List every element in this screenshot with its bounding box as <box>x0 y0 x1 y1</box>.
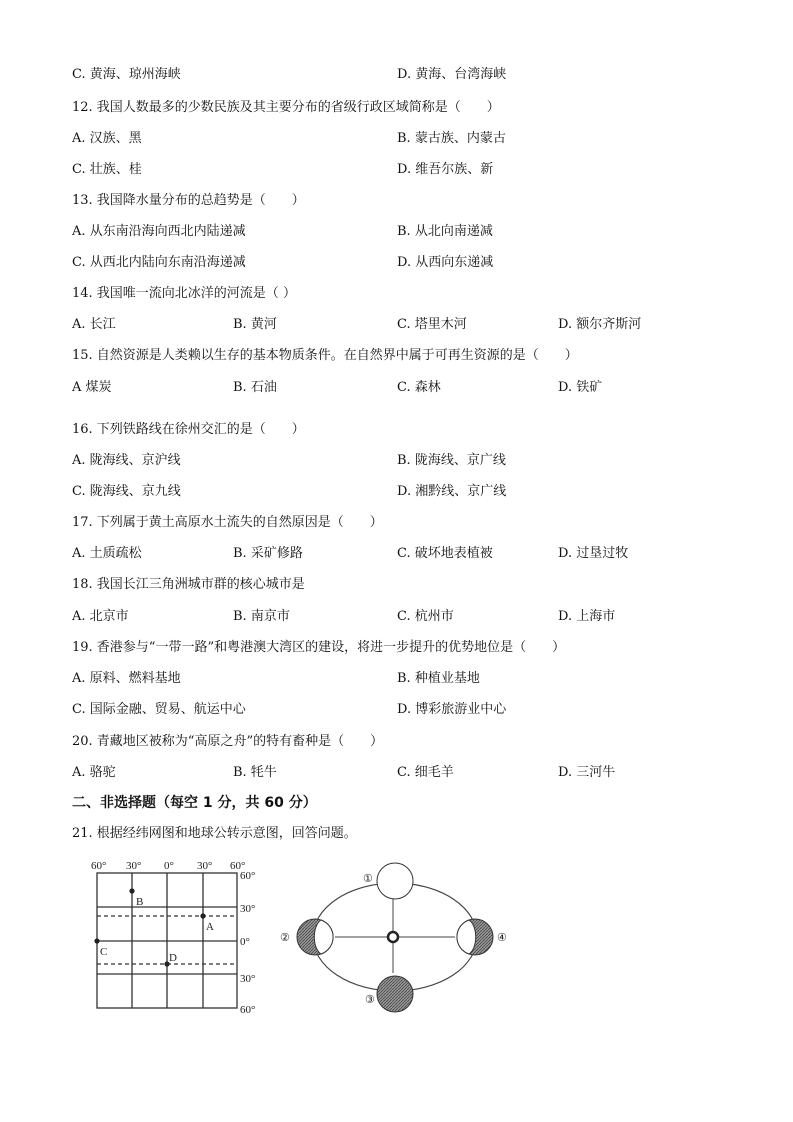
q15-stem: 15. 自然资源是人类赖以生存的基本物质条件。在自然界中属于可再生资源的是（ ） <box>72 348 578 363</box>
q13-option-b: B. 从北向南递减 <box>397 224 493 239</box>
point-b <box>129 888 134 893</box>
q19-option-a: A. 原料、燃料基地 <box>72 671 181 686</box>
q14-option-d: D. 额尔齐斯河 <box>558 317 642 332</box>
q11-option-c: C. 黄海、琼州海峡 <box>72 67 181 82</box>
q17-stem: 17. 下列属于黄土高原水土流失的自然原因是（ ） <box>72 515 383 530</box>
q19-stem: 19. 香港参与“一带一路”和粤港澳大湾区的建设，将进一步提升的优势地位是（ ） <box>72 640 566 655</box>
lon-label: 0° <box>164 860 174 872</box>
lon-label: 30° <box>197 860 213 872</box>
q19-option-b: B. 种植业基地 <box>397 671 480 686</box>
q14-option-c: C. 塔里木河 <box>397 317 467 332</box>
q15-option-a: A 煤炭 <box>72 380 112 395</box>
lon-label: 60° <box>230 860 246 872</box>
q20-stem: 20. 青藏地区被称为“高原之舟”的特有畜种是（ ） <box>72 734 384 749</box>
sun-icon <box>388 932 398 942</box>
q18-option-a: A. 北京市 <box>72 609 129 624</box>
q16-stem: 16. 下列铁路线在徐州交汇的是（ ） <box>72 422 305 437</box>
q18-option-c: C. 杭州市 <box>397 609 454 624</box>
q12-option-b: B. 蒙古族、内蒙古 <box>397 131 506 146</box>
q19-option-c: C. 国际金融、贸易、航运中心 <box>72 702 246 717</box>
q17-option-d: D. 过垦过牧 <box>558 546 629 561</box>
q16-option-a: A. 陇海线、京沪线 <box>72 453 181 468</box>
q15-option-c: C. 森林 <box>397 380 441 395</box>
q18-option-b: B. 南京市 <box>233 609 290 624</box>
q14-stem: 14. 我国唯一流向北冰洋的河流是（ ） <box>72 286 296 301</box>
q13-option-d: D. 从西向东递减 <box>397 255 494 270</box>
q20-option-b: B. 牦牛 <box>233 765 277 780</box>
lon-label: 60° <box>91 860 107 872</box>
q20-option-a: A. 骆驼 <box>72 765 116 780</box>
q13-option-a: A. 从东南沿海向西北内陆递减 <box>72 224 246 239</box>
position-2-label: ② <box>280 932 290 944</box>
q18-option-d: D. 上海市 <box>558 609 616 624</box>
lat-lon-grid-figure <box>80 855 280 1020</box>
q15-option-d: D. 铁矿 <box>558 380 603 395</box>
lat-label: 60° <box>240 1004 256 1016</box>
position-1-label: ① <box>363 873 373 885</box>
point-d-label: D <box>169 952 177 964</box>
lat-label: 30° <box>240 903 256 915</box>
q14-option-b: B. 黄河 <box>233 317 277 332</box>
q17-option-c: C. 破坏地表植被 <box>397 546 493 561</box>
q12-option-a: A. 汉族、黑 <box>72 131 142 146</box>
lat-label: 60° <box>240 870 256 882</box>
earth-position-1 <box>377 863 413 899</box>
point-b-label: B <box>136 896 144 908</box>
q13-stem: 13. 我国降水量分布的总趋势是（ ） <box>72 193 305 208</box>
q16-option-b: B. 陇海线、京广线 <box>397 453 506 468</box>
q12-stem: 12. 我国人数最多的少数民族及其主要分布的省级行政区域简称是（ ） <box>72 100 500 115</box>
q20-option-d: D. 三河牛 <box>558 765 616 780</box>
lat-label: 0° <box>240 936 250 948</box>
point-c <box>94 938 99 943</box>
q13-option-c: C. 从西北内陆向东南沿海递减 <box>72 255 246 270</box>
q21-stem: 21. 根据经纬网图和地球公转示意图，回答问题。 <box>72 826 357 841</box>
earth-orbit-figure <box>275 855 535 1015</box>
q15-option-b: B. 石油 <box>233 380 277 395</box>
section-2-heading: 二、非选择题（每空 1 分，共 60 分） <box>72 795 317 811</box>
point-a-label: A <box>206 921 214 933</box>
q17-option-a: A. 土质疏松 <box>72 546 142 561</box>
q11-option-d: D. 黄海、台湾海峡 <box>397 67 507 82</box>
position-4-label: ④ <box>497 932 507 944</box>
position-3-label: ③ <box>365 994 375 1006</box>
q12-option-c: C. 壮族、桂 <box>72 162 142 177</box>
q17-option-b: B. 采矿修路 <box>233 546 303 561</box>
q14-option-a: A. 长江 <box>72 317 116 332</box>
q20-option-c: C. 细毛羊 <box>397 765 454 780</box>
q12-option-d: D. 维吾尔族、新 <box>397 162 494 177</box>
q18-stem: 18. 我国长江三角洲城市群的核心城市是 <box>72 577 305 592</box>
q16-option-c: C. 陇海线、京九线 <box>72 484 181 499</box>
lon-label: 30° <box>126 860 142 872</box>
earth-position-3 <box>377 976 413 1012</box>
lat-label: 30° <box>240 973 256 985</box>
q16-option-d: D. 湘黔线、京广线 <box>397 484 507 499</box>
point-a <box>200 913 205 918</box>
q19-option-d: D. 博彩旅游业中心 <box>397 702 507 717</box>
point-c-label: C <box>100 946 108 958</box>
